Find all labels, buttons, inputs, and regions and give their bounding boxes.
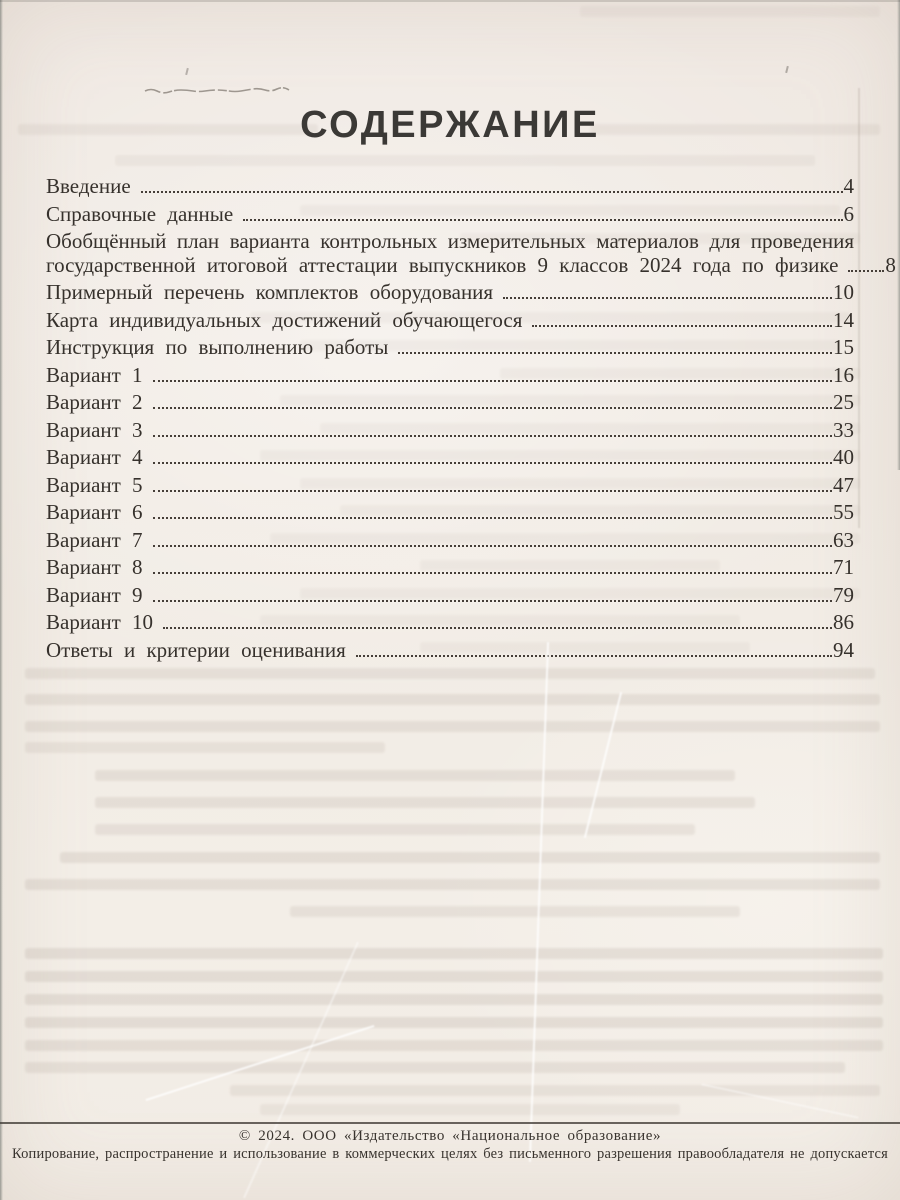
- toc-dot-leader: [153, 490, 832, 492]
- toc-entry: [46, 582, 854, 607]
- toc-entry: [46, 362, 854, 387]
- toc-entry: [46, 637, 854, 662]
- toc-entry-row: [46, 337, 854, 358]
- toc-dot-leader: [356, 655, 832, 657]
- bleedthrough-line: [25, 668, 875, 679]
- toc-dot-leader: [163, 627, 832, 629]
- toc-entry-page: 94: [833, 637, 854, 662]
- toc-entry-row: [46, 502, 854, 523]
- toc-entry-page: 55: [833, 500, 854, 524]
- footer-copyright: © 2024. ООО «Издательство «Национальное образование»: [238, 1128, 662, 1144]
- toc-dot-leader: [532, 325, 832, 327]
- toc-entry-page: 14: [833, 307, 854, 332]
- toc-entry-row: [46, 362, 854, 387]
- toc-entry-page: 79: [833, 582, 854, 607]
- toc-entry: [46, 557, 854, 578]
- toc-entry-row: [46, 637, 854, 662]
- toc-dot-leader: [398, 352, 832, 354]
- toc-entry-label: государственной итоговой аттестации выпускников 9 классов 2024 года по физике: [46, 252, 839, 277]
- footer-rule: [0, 1122, 900, 1124]
- bleedthrough-line: [25, 948, 883, 959]
- toc-entry-page: 71: [833, 555, 854, 579]
- toc-entry-row: [46, 392, 854, 413]
- toc-entry-label: Справочные данные: [46, 201, 234, 226]
- toc-entry: [46, 307, 854, 332]
- toc-entry-label: Вариант 3: [46, 417, 143, 442]
- toc-entry-page: 15: [833, 335, 854, 359]
- toc-entry-label: Вариант 10: [46, 610, 154, 634]
- toc-entry-page: 63: [833, 527, 854, 552]
- stray-pencil-tick: [185, 68, 189, 75]
- toc-entry-label: Вариант 8: [46, 555, 143, 579]
- toc-entry-row: [46, 282, 854, 303]
- toc-entry-page: 47: [833, 472, 854, 497]
- toc-dot-leader: [153, 435, 832, 437]
- toc-entry: [46, 337, 854, 358]
- toc-dot-leader: [141, 191, 843, 193]
- toc-entry-page: 10: [833, 280, 854, 304]
- pencil-squiggle-mark: [143, 80, 303, 100]
- toc-entry-page: 8: [885, 252, 896, 277]
- toc-entry: [46, 201, 854, 226]
- toc-entry-label: Ответы и критерии оценивания: [46, 637, 346, 662]
- bleedthrough-line: [95, 797, 755, 808]
- toc-entry-page: 4: [843, 174, 854, 198]
- toc-dot-leader: [153, 462, 832, 464]
- bleedthrough-line: [290, 906, 740, 917]
- toc-entry: [46, 229, 896, 277]
- footer-notice: Копирование, распространение и использование в коммерческих целях без письменного разрешения правообладателя не допускается: [11, 1146, 889, 1162]
- bleedthrough-line: [25, 1040, 883, 1051]
- toc-entry-row: [46, 252, 896, 277]
- toc-entry-row: [46, 176, 854, 197]
- toc-entry-row: [46, 527, 854, 552]
- toc-entry-row: [46, 307, 854, 332]
- toc-entry-page: 33: [833, 417, 854, 442]
- bleedthrough-line: [25, 742, 385, 753]
- page-curl-shadow: [858, 88, 860, 528]
- toc-dot-leader: [243, 219, 842, 221]
- toc-entry-row: [46, 582, 854, 607]
- toc-entry-label: Вариант 1: [46, 362, 143, 387]
- bleedthrough-line: [25, 879, 880, 890]
- toc-dot-leader: [153, 407, 832, 409]
- toc-entry-page: 86: [833, 610, 854, 634]
- toc-entry-label: Карта индивидуальных достижений обучающегося: [46, 307, 523, 332]
- page-title: СОДЕРЖАНИЕ: [300, 104, 600, 146]
- toc-entry: [46, 447, 854, 468]
- bleedthrough-line: [230, 1085, 880, 1096]
- toc-entry-label: Примерный перечень комплектов оборудования: [46, 280, 494, 304]
- toc-entry-row: [46, 557, 854, 578]
- stray-pencil-tick: [785, 66, 789, 73]
- bleedthrough-line: [25, 694, 880, 705]
- scan-edge-left: [0, 0, 3, 1200]
- toc-dot-leader: [153, 517, 832, 519]
- toc-entry-page: 6: [843, 201, 854, 226]
- toc-entry-page: 16: [833, 362, 854, 387]
- toc-entry-label: Инструкция по выполнению работы: [46, 335, 389, 359]
- toc-dot-leader: [153, 380, 832, 382]
- toc-entry-label: Вариант 2: [46, 390, 143, 414]
- toc-entry-label: Вариант 4: [46, 445, 143, 469]
- toc-dot-leader: [848, 270, 884, 272]
- scan-edge-top: [0, 0, 900, 2]
- toc-entry: [46, 527, 854, 552]
- toc-list: [46, 174, 896, 667]
- bleedthrough-line: [25, 1062, 845, 1073]
- scan-crease: [584, 692, 622, 838]
- bleedthrough-line: [260, 1104, 680, 1115]
- toc-entry-row: [46, 417, 854, 442]
- toc-entry-label: Вариант 9: [46, 582, 143, 607]
- toc-entry: [46, 282, 854, 303]
- bleedthrough-line: [25, 994, 883, 1005]
- toc-entry-row: [46, 447, 854, 468]
- bleedthrough-line: [25, 1017, 883, 1028]
- toc-entry-label: Введение: [46, 174, 131, 198]
- toc-entry: [46, 417, 854, 442]
- toc-entry: [46, 176, 854, 197]
- toc-entry-page: 25: [833, 390, 854, 414]
- bleedthrough-line: [115, 155, 815, 166]
- toc-entry: [46, 472, 854, 497]
- toc-entry: [46, 612, 854, 633]
- toc-entry-label: Вариант 7: [46, 527, 143, 552]
- toc-dot-leader: [153, 600, 832, 602]
- toc-dot-leader: [503, 297, 832, 299]
- toc-entry-wrap-line: Обобщённый план варианта контрольных измерительных материалов для проведения: [46, 229, 854, 253]
- bleedthrough-line: [60, 852, 880, 863]
- toc-entry-row: [46, 472, 854, 497]
- toc-entry-label: Вариант 6: [46, 500, 143, 524]
- toc-entry-row: [46, 201, 854, 226]
- toc-entry: [46, 392, 854, 413]
- toc-entry-page: 40: [833, 445, 854, 469]
- toc-entry-row: [46, 612, 854, 633]
- bleedthrough-line: [95, 824, 695, 835]
- toc-dot-leader: [153, 545, 832, 547]
- bleedthrough-line: [580, 6, 880, 17]
- toc-entry: [46, 502, 854, 523]
- bleedthrough-line: [25, 971, 883, 982]
- toc-entry-label: Вариант 5: [46, 472, 143, 497]
- bleedthrough-line: [25, 721, 880, 732]
- toc-dot-leader: [153, 572, 832, 574]
- bleedthrough-line: [95, 770, 735, 781]
